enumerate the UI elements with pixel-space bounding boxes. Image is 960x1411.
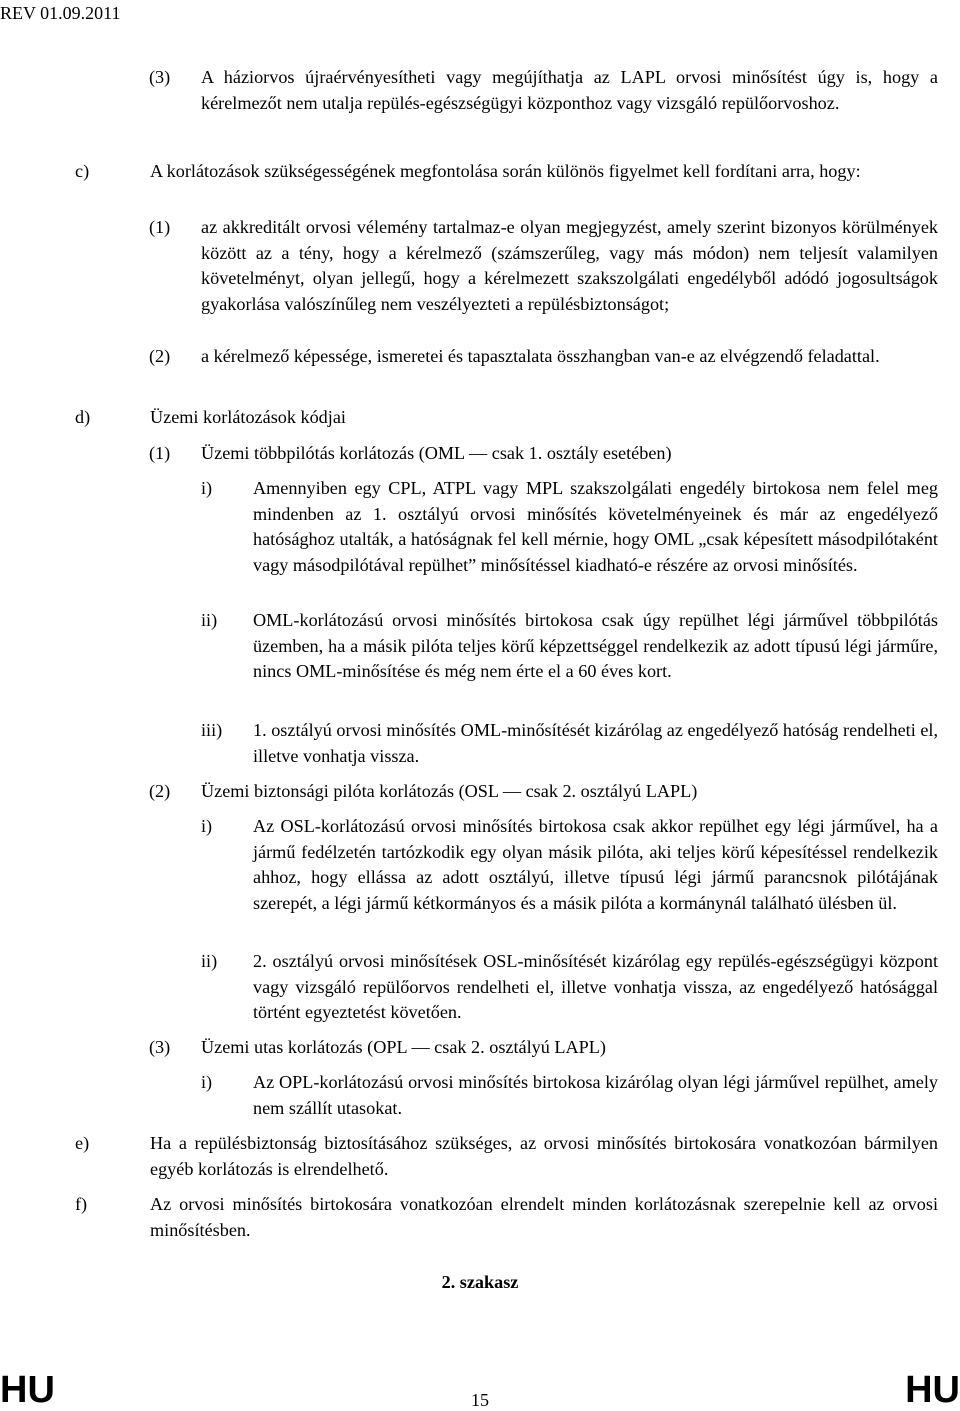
list-item-label: (1) [149, 443, 171, 463]
list-item-label: (2) [149, 346, 171, 366]
sub-item-label: i) [201, 816, 213, 836]
sub-item-label: ii) [201, 610, 218, 630]
sub-item-d2-i [201, 814, 938, 916]
paragraph-b3 [149, 65, 938, 116]
list-item-c1 [149, 215, 938, 317]
paragraph-label: c) [75, 161, 90, 181]
revision-header: REV 01.09.2011 [0, 3, 121, 23]
list-item-title: Üzemi biztonsági pilóta korlátozás (OSL — csak 2. osztályú LAPL) [201, 781, 698, 801]
sub-item-label: i) [201, 478, 213, 498]
paragraph-text: Az orvosi minősítés birtokosára vonatkozóan elrendelt minden korlátozásnak szerepelnie kell az orvosi minősítésben. [150, 1194, 938, 1240]
paragraph-text: Ha a repülésbiztonság biztosításához szükséges, az orvosi minősítés birtokosára vonatkozóan bármilyen egyéb korlátozás is elrendelhető. [150, 1133, 938, 1179]
sub-item-label: ii) [201, 951, 218, 971]
list-item-title: Üzemi utas korlátozás (OPL — csak 2. osztályú LAPL) [201, 1037, 606, 1057]
paragraph-f [75, 1192, 938, 1243]
sub-item-d1-ii [201, 608, 938, 685]
sub-item-d1-iii [201, 718, 938, 769]
paragraph-text: A korlátozások szükségességének megfontolása során különös figyelmet kell fordítani arra, hogy: [150, 161, 861, 181]
footer-language-left: HU [0, 1369, 55, 1411]
section-heading: Üzemi korlátozások kódjai [150, 407, 346, 427]
section-title: 2. szakasz [441, 1272, 519, 1292]
list-item-title: Üzemi többpilótás korlátozás (OML — csak 1. osztály esetében) [201, 443, 672, 463]
list-item-text: a kérelmező képessége, ismeretei és tapasztalata összhangban van-e az elvégzendő feladattal. [201, 346, 880, 366]
sub-item-text: OML-korlátozású orvosi minősítés birtokosa csak úgy repülhet légi járművel többpilótás üzemben, ha a másik pilóta teljes körű képzettséggel rendelkezik az adott típusú légi járműre, nincs OML-minősítése és még nem érte el a 60 éves kort. [253, 610, 938, 682]
paragraph-label: (3) [149, 67, 171, 87]
page-number: 15 [471, 1390, 489, 1410]
paragraph-label: f) [75, 1194, 88, 1214]
sub-item-text: Amennyiben egy CPL, ATPL vagy MPL szakszolgálati engedély birtokosa nem felel meg mindenben az 1. osztályú orvosi minősítés követelményeinek és már az engedélyező hatósághoz utalták, a hatóságnak fel kell mérnie, hogy OML „csak képesített másodpilótaként vagy másodpilótával repülhet” minősítéssel kiadható-e részére az orvosi minősítés. [253, 478, 938, 575]
paragraph-label: e) [75, 1133, 90, 1153]
list-item-label: (2) [149, 781, 171, 801]
footer-language-right: HU [905, 1369, 960, 1411]
paragraph-c [75, 159, 938, 185]
list-item-c2 [149, 344, 938, 370]
paragraph-e [75, 1131, 938, 1182]
sub-item-text: 1. osztályú orvosi minősítés OML-minősítését kizárólag az engedélyező hatóság rendelheti el, illetve vonhatja vissza. [253, 720, 938, 766]
paragraph-text: A háziorvos újraérvényesítheti vagy megújíthatja az LAPL orvosi minősítést úgy is, hogy a kérelmezőt nem utalja repülés-egészségügyi központhoz vagy vizsgáló repülőorvoshoz. [201, 67, 938, 113]
sub-item-text: Az OSL-korlátozású orvosi minősítés birtokosa csak akkor repülhet egy légi járművel, ha a jármű fedélzetén tartózkodik egy olyan másik pilóta, aki teljes körű képesítéssel rendelkezik ahhoz, hogy ellássa az adott osztályú, illetve típusú légi jármű parancsnok pilótájának szerepét, a légi jármű kétkormányos és a másik pilóta a kormánynál található ülésben ül. [253, 816, 938, 913]
list-item-d3 [149, 1035, 938, 1061]
list-item-label: (3) [149, 1037, 171, 1057]
paragraph-d [75, 405, 938, 431]
sub-item-d1-i [201, 476, 938, 578]
sub-item-d2-ii [201, 949, 938, 1026]
list-item-label: (1) [149, 217, 171, 237]
sub-item-label: i) [201, 1072, 213, 1092]
paragraph-label: d) [75, 407, 91, 427]
list-item-d2 [149, 779, 938, 805]
sub-item-text: 2. osztályú orvosi minősítések OSL-minősítését kizárólag egy repülés-egészségügyi központ vagy vizsgáló repülőorvos rendelheti el, illetve vonhatja vissza, az engedélyező hatósággal történt egyeztetést követően. [253, 951, 938, 1023]
sub-item-d3-i [201, 1070, 938, 1121]
sub-item-text: Az OPL-korlátozású orvosi minősítés birtokosa kizárólag olyan légi járművel repülhet, amely nem szállít utasokat. [253, 1072, 938, 1118]
list-item-text: az akkreditált orvosi vélemény tartalmaz-e olyan megjegyzést, amely szerint bizonyos körülmények között az a tény, hogy a kérelmező (számszerűleg, vagy más módon) nem teljesít valamilyen követelményt, olyan jellegű, hogy a kérelmezett szakszolgálati engedélyből adódó jogosultságok gyakorlása valószínűleg nem veszélyezteti a repülésbiztonságot; [201, 217, 938, 314]
sub-item-label: iii) [201, 720, 223, 740]
list-item-d1 [149, 441, 938, 467]
